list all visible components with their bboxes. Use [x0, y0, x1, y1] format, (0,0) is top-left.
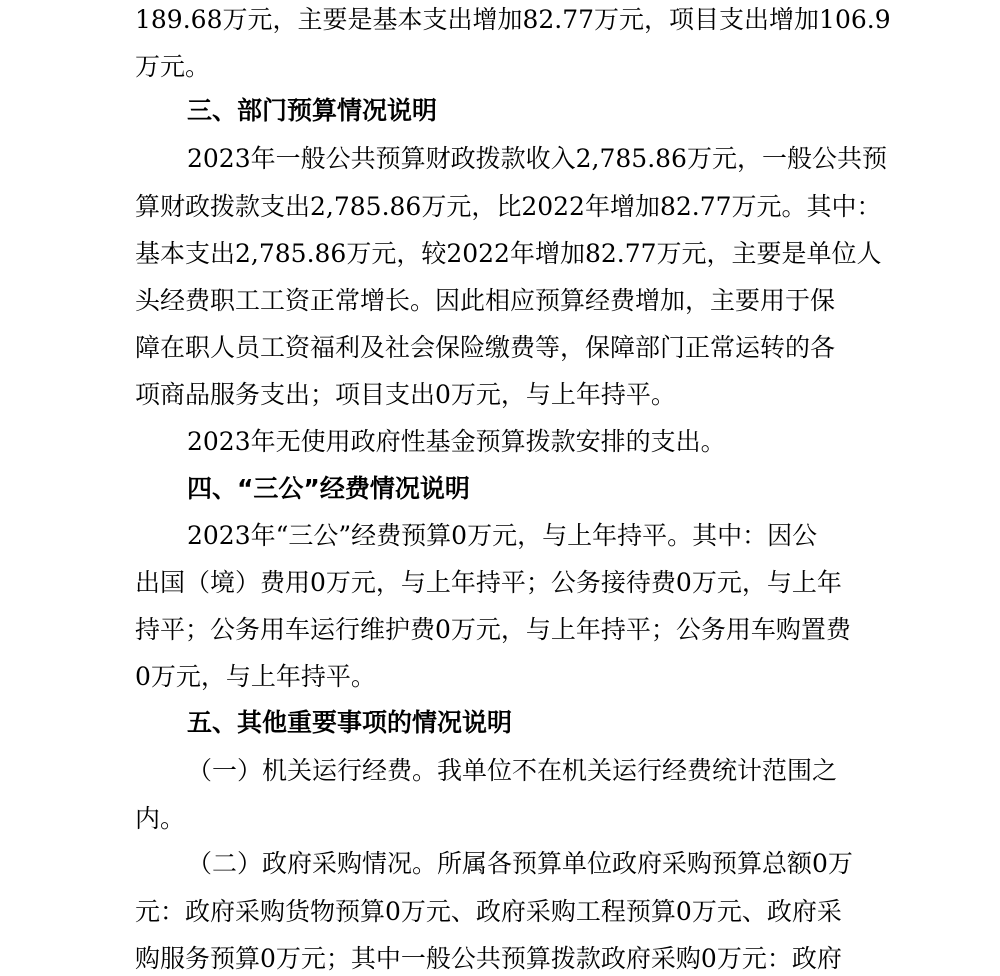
paragraph-line: 基本支出2,785.86万元，较2022年增加82.77万元，主要是单位人: [135, 239, 882, 268]
paragraph-line: 2023年一般公共预算财政拨款收入2,785.86万元，一般公共预: [187, 144, 887, 173]
paragraph-line: 持平；公务用车运行维护费0万元，与上年持平；公务用车购置费: [135, 615, 851, 644]
paragraph-line: 障在职人员工资福利及社会保险缴费等，保障部门正常运转的各: [135, 333, 836, 362]
paragraph-line: （一）机关运行经费。我单位不在机关运行经费统计范围之: [187, 756, 838, 785]
section-heading-5: 五、其他重要事项的情况说明: [187, 708, 513, 737]
paragraph-line: 头经费职工工资正常增长。因此相应预算经费增加，主要用于保: [135, 286, 836, 315]
section-heading-4: 四、“三公”经费情况说明: [187, 474, 470, 503]
paragraph-line: 2023年无使用政府性基金预算拨款安排的支出。: [187, 427, 726, 456]
paragraph-line: 内。: [135, 804, 186, 833]
section-heading-3: 三、部门预算情况说明: [187, 96, 438, 125]
paragraph-line: 2023年“三公”经费预算0万元，与上年持平。其中：因公: [187, 521, 818, 550]
paragraph-line: （二）政府采购情况。所属各预算单位政府采购预算总额0万: [187, 849, 853, 878]
paragraph-line: 万元。: [135, 52, 211, 81]
paragraph-line: 元：政府采购货物预算0万元、政府采购工程预算0万元、政府采: [135, 897, 842, 926]
paragraph-line: 项商品服务支出；项目支出0万元，与上年持平。: [135, 380, 676, 409]
paragraph-line: 购服务预算0万元；其中一般公共预算拨款政府采购0万元：政府: [135, 944, 842, 973]
paragraph-line: 189.68万元，主要是基本支出增加82.77万元，项目支出增加106.9: [135, 5, 891, 34]
paragraph-line: 算财政拨款支出2,785.86万元，比2022年增加82.77万元。其中：: [135, 192, 882, 221]
paragraph-line: 出国（境）费用0万元，与上年持平；公务接待费0万元，与上年: [135, 568, 842, 597]
paragraph-line: 0万元，与上年持平。: [135, 662, 376, 691]
